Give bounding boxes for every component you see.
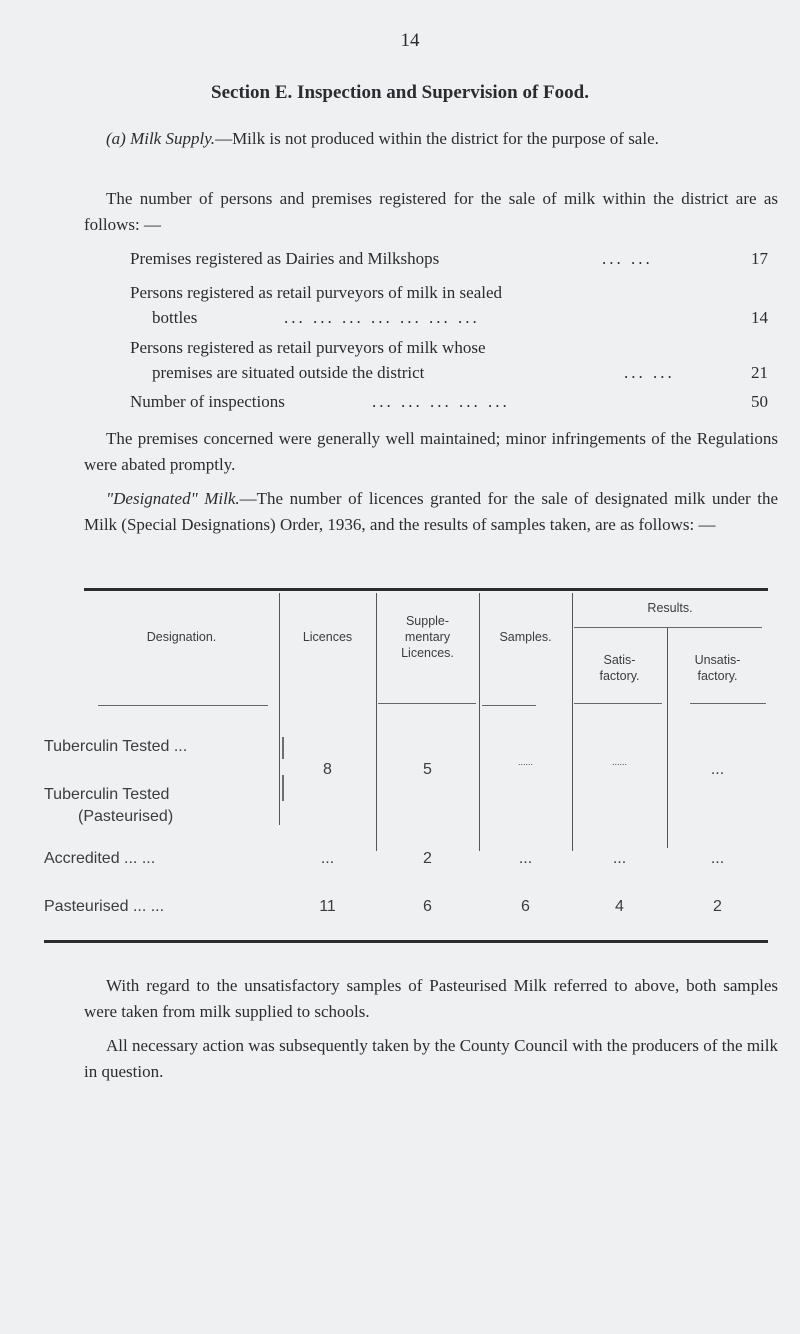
- maintenance-paragraph: [84, 426, 778, 478]
- milk-supply-marker: (a): [106, 129, 126, 148]
- row-tuberculin-pasteurised-label-continued: (Pasteurised): [78, 808, 174, 825]
- registration-label: Persons registered as retail purveyors of milk in sealed: [130, 283, 503, 302]
- past-supplementary-value: 6: [423, 898, 432, 915]
- acc-satisfactory-value: ...: [612, 850, 627, 867]
- past-licences-value: 11: [319, 898, 336, 915]
- registration-value: 14: [751, 308, 768, 327]
- table-top-rule: [84, 588, 768, 591]
- acc-licences-value: ...: [320, 850, 335, 867]
- tt-licences-value: 8: [323, 761, 332, 778]
- acc-samples-value: ...: [518, 850, 533, 867]
- acc-supplementary-value: 2: [423, 850, 432, 867]
- registration-value: 21: [751, 363, 768, 382]
- leader-dots: ... ...: [624, 363, 675, 382]
- maintenance-text: The premises concerned were generally well maintained; minor infringements of the Regulations were abated promptly.: [84, 429, 778, 474]
- unsatisfactory-note-text: With regard to the unsatisfactory samples of Pasteurised Milk referred to above, both samples were taken from milk supplied to schools.: [84, 976, 778, 1021]
- row-tuberculin-pasteurised-label: Tuberculin Tested: [44, 786, 170, 803]
- leader-dots: ... ... ... ... ... ... ...: [284, 308, 480, 327]
- tt-supplementary-value: 5: [423, 761, 432, 778]
- header-designation: Designation.: [146, 630, 217, 644]
- header-supplementary-licences: Supple- mentary Licences.: [401, 614, 454, 660]
- acc-unsatisfactory-value: ...: [710, 850, 725, 867]
- header-licences: Licences: [302, 630, 353, 644]
- registered-intro-paragraph: [84, 186, 778, 238]
- registered-intro-text: The number of persons and premises registered for the sale of milk within the district are as follows: —: [84, 189, 778, 234]
- past-samples-value: 6: [521, 898, 530, 915]
- milk-supply-text: —Milk is not produced within the district for the purpose of sale.: [215, 129, 659, 148]
- past-satisfactory-value: 4: [615, 898, 624, 915]
- tt-satisfactory-value: ......: [611, 757, 627, 767]
- registration-item: [130, 335, 768, 385]
- action-note-text: All necessary action was subsequently taken by the County Council with the producers of the milk in question.: [84, 1036, 778, 1081]
- registration-label-continued: premises are situated outside the district: [152, 363, 425, 382]
- registration-value: 50: [751, 392, 768, 411]
- section-heading: Section E. Inspection and Supervision of Food.: [211, 82, 589, 103]
- past-unsatisfactory-value: 2: [713, 898, 722, 915]
- row-tuberculin-tested-label: Tuberculin Tested ...: [44, 738, 188, 755]
- header-results: Results.: [647, 601, 693, 615]
- header-samples: Samples.: [499, 630, 552, 644]
- page-number: 14: [400, 30, 420, 51]
- registration-label-continued: bottles: [152, 308, 198, 327]
- registration-value: 17: [751, 249, 768, 268]
- registration-label: Number of inspections: [130, 392, 285, 411]
- leader-dots: ... ...: [602, 249, 653, 268]
- designated-milk-paragraph: [84, 486, 778, 538]
- designated-milk-text: —The number of licences granted for the sale of designated milk under the Milk (Special Designations) Order, 1936, and the results of samples taken, are as follows: —: [84, 489, 778, 534]
- tt-unsatisfactory-value: ...: [710, 761, 725, 778]
- action-note-paragraph: [84, 1033, 778, 1085]
- tt-samples-value: ......: [517, 757, 533, 767]
- unsatisfactory-note-paragraph: [84, 973, 778, 1025]
- leader-dots: ... ... ... ... ...: [372, 392, 510, 411]
- registration-label: Premises registered as Dairies and Milkshops: [130, 249, 440, 268]
- table-bottom-rule: [44, 940, 768, 943]
- header-satisfactory: Satis- factory.: [599, 653, 640, 683]
- row-pasteurised-label: Pasteurised ... ...: [44, 898, 165, 915]
- registration-item: [130, 280, 768, 330]
- registration-label: Persons registered as retail purveyors of milk whose: [130, 338, 486, 357]
- milk-supply-paragraph: [84, 126, 778, 152]
- row-accredited-label: Accredited ... ...: [44, 850, 156, 867]
- designated-milk-label: "Designated" Milk.: [106, 489, 240, 508]
- header-unsatisfactory: Unsatis- factory.: [694, 653, 741, 683]
- registration-item: [130, 246, 768, 271]
- milk-supply-label: Milk Supply.: [130, 129, 216, 148]
- registration-item: [130, 389, 768, 414]
